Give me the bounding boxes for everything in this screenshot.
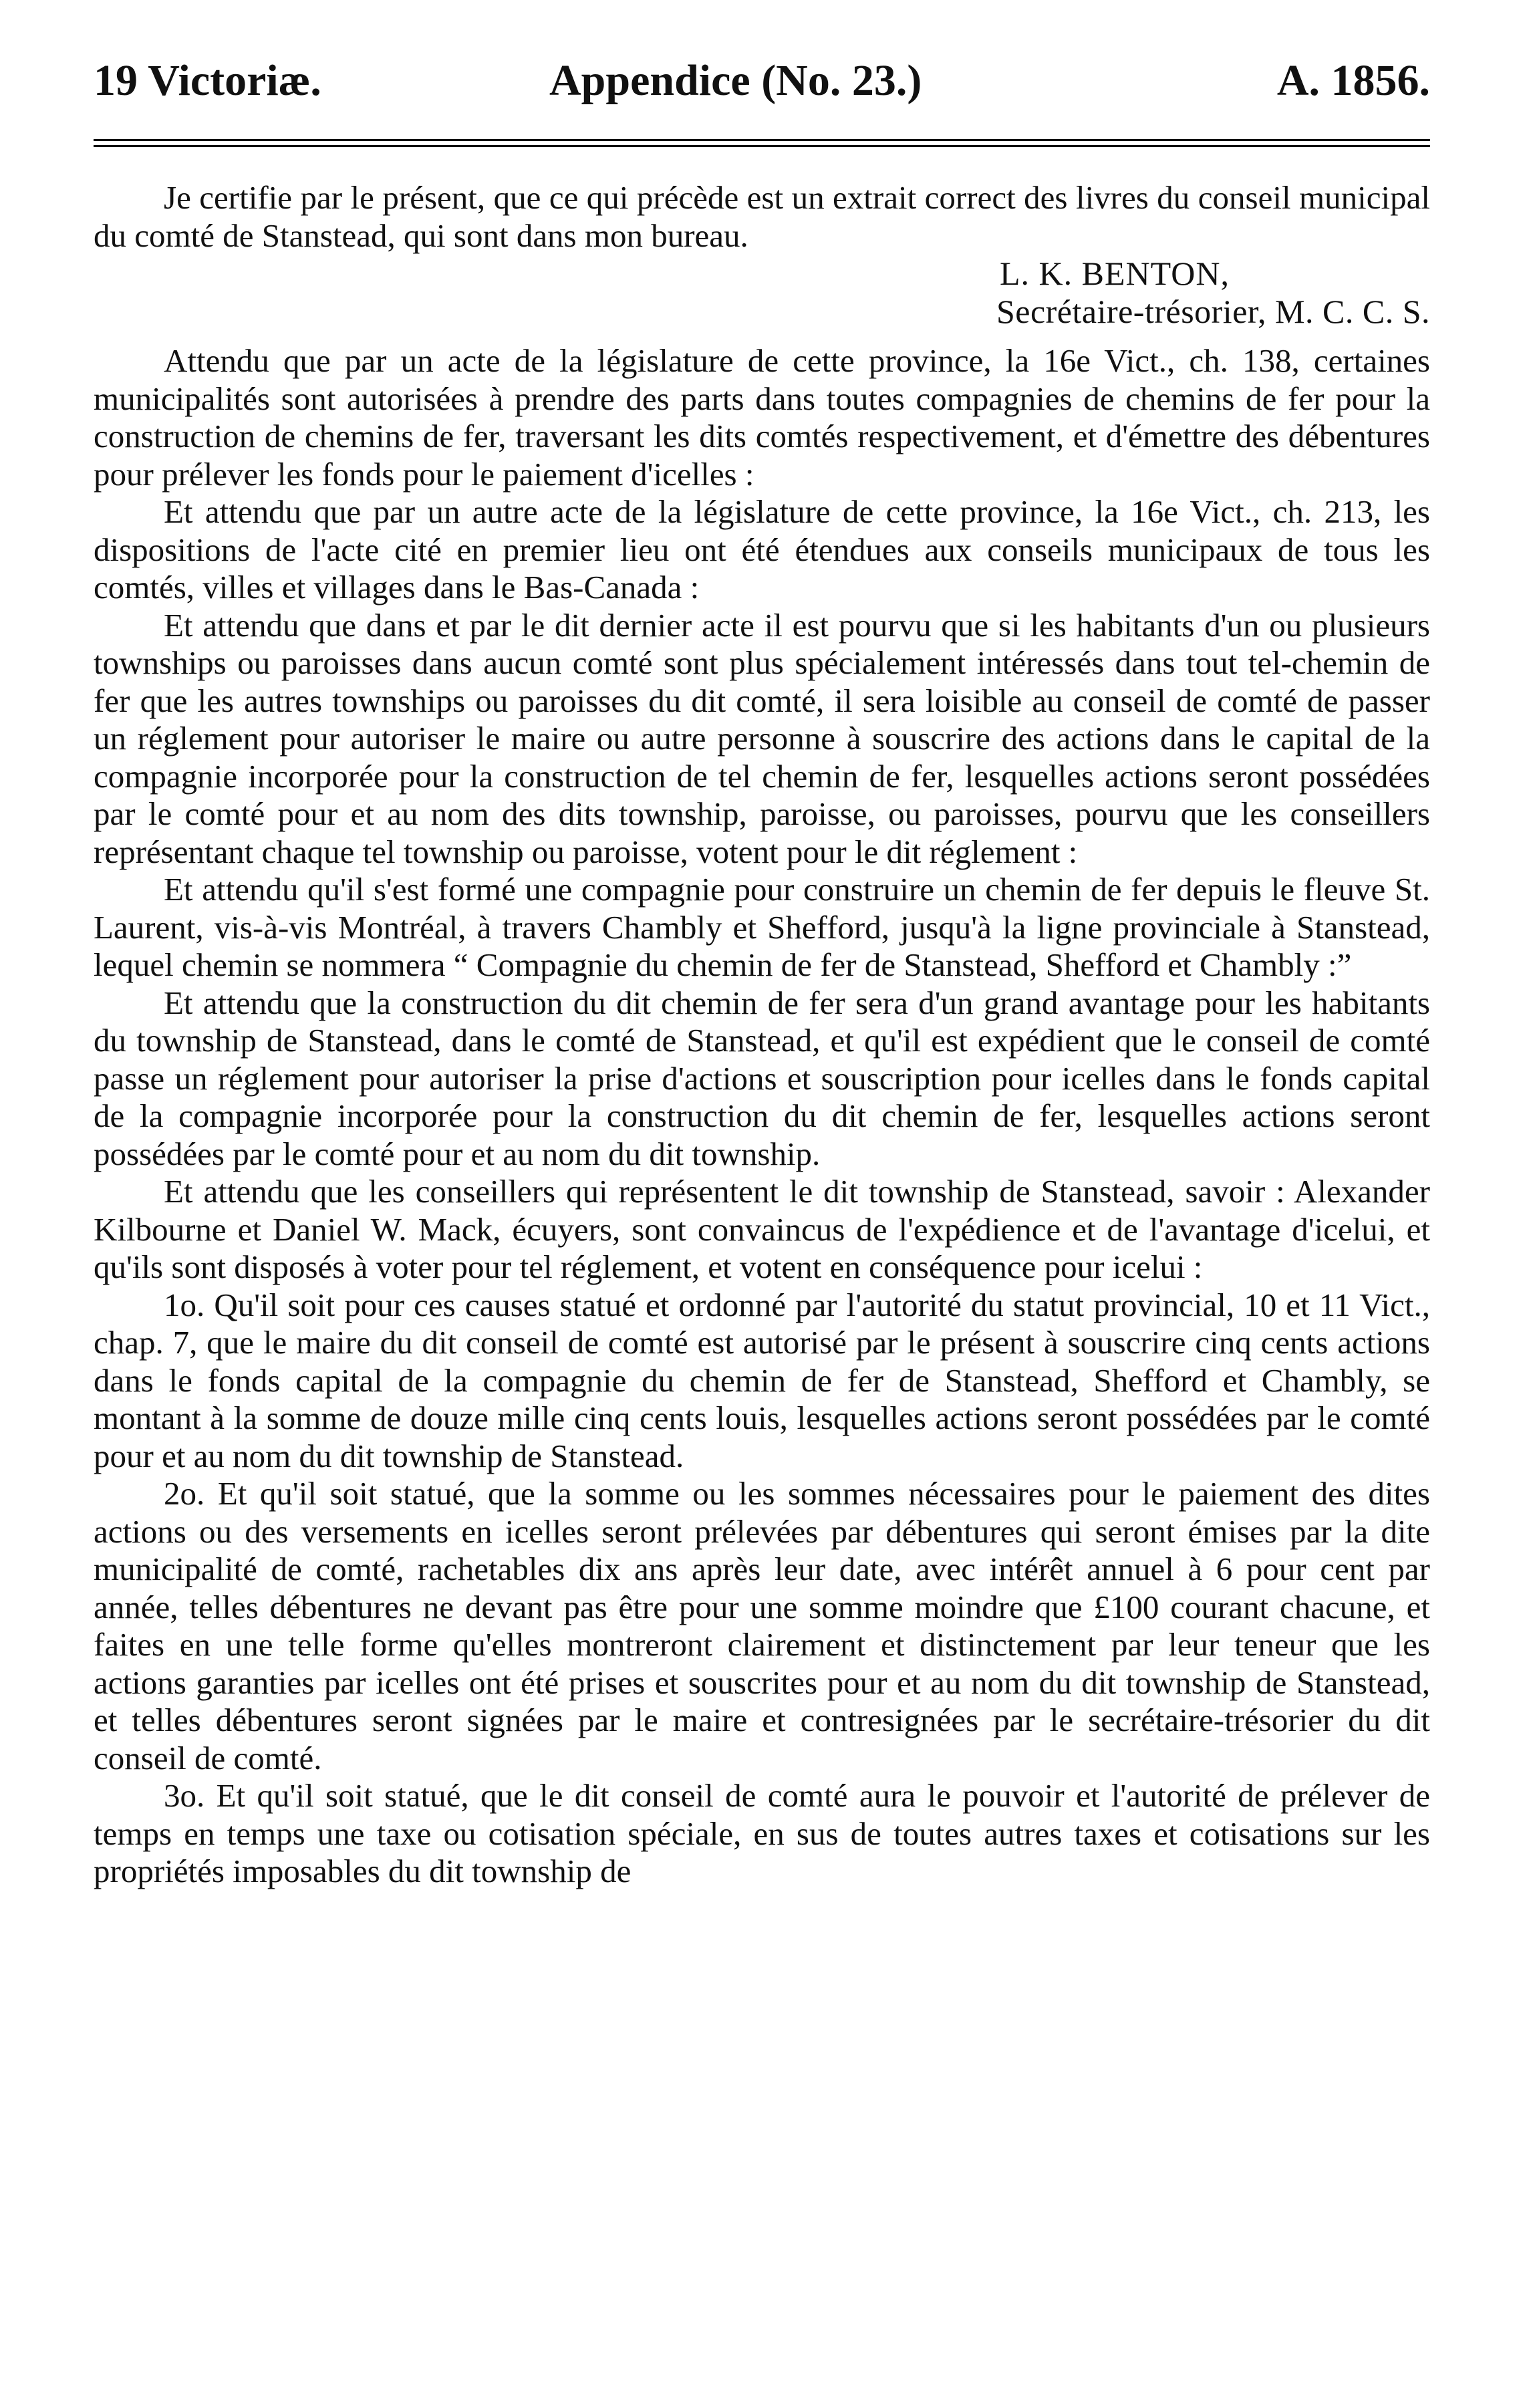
paragraph: Attendu que par un acte de la législature de cette province, la 16e Vict., ch. 138, certaines municipalités sont autorisées à prendre des parts dans toutes compagnies de chemins de fer pour la construction de chemins de fer, traversant les dits comtés respectivement, et d'émettre des débentures pour prélever les fonds pour le paiement d'icelles : (94, 342, 1430, 493)
header-year: A. 1856. (1276, 56, 1430, 105)
header-appendix: Appendice (No. 23.) (549, 56, 922, 105)
paragraph: Et attendu qu'il s'est formé une compagnie pour construire un chemin de fer depuis le fleuve St. Laurent, vis-à-vis Montréal, à travers Chambly et Shefford, jusqu'à la ligne provinciale à Stanstead, lequel chemin se nommera “ Compagnie du chemin de fer de Stanstead, Shefford et Chambly :” (94, 871, 1430, 983)
header-session: 19 Victoriæ. (94, 56, 321, 105)
page-header (94, 40, 1430, 120)
signature-title: Secrétaire-trésorier, M. C. C. S. (996, 292, 1430, 330)
certification-paragraph: Je certifie par le présent, que ce qui précède est un extrait correct des livres du conseil municipal du comté de Stanstead, qui sont dans mon bureau. (94, 179, 1430, 254)
paragraph: 2o. Et qu'il soit statué, que la somme ou les sommes nécessaires pour le paiement des dites actions ou des versements en icelles seront prélevées par débentures qui seront émises par la dite municipalité de comté, rachetables dix ans après leur date, avec intérêt annuel à 6 pour cent par année, telles débentures ne devant pas être pour une somme moindre que £100 courant chacune, et faites en une telle forme qu'elles montreront clairement et distinctement par leur teneur que les actions garanties par icelles ont été prises et souscrites pour et au nom du dit township de Stanstead, et telles débentures seront signées par le maire et contresignées par le secrétaire-trésorier du dit conseil de comté. (94, 1475, 1430, 1776)
paragraph: Et attendu que par un autre acte de la législature de cette province, la 16e Vict., ch. 213, les dispositions de l'acte cité en premier lieu ont été étendues aux conseils municipaux de tous les comtés, villes et villages dans le Bas-Canada : (94, 493, 1430, 606)
paragraph: Et attendu que dans et par le dit dernier acte il est pourvu que si les habitants d'un ou plusieurs townships ou paroisses dans aucun comté sont plus spécialement intéressés dans tout tel-chemin de fer que les autres townships ou paroisses du dit comté, il sera loisible au conseil de comté de passer un réglement pour autoriser le maire ou autre personne à souscrire des actions dans le capital de la compagnie incorporée pour la construction de tel chemin de fer, lesquelles actions seront possédées par le comté pour et au nom des dits township, paroisse, ou paroisses, pourvu que les conseillers représentant chaque tel township ou paroisse, votent pour le dit réglement : (94, 606, 1430, 870)
signature-block (94, 255, 1430, 330)
signature-name: L. K. BENTON, (999, 255, 1230, 292)
paragraph: Et attendu que la construction du dit chemin de fer sera d'un grand avantage pour les habitants du township de Stanstead, dans le comté de Stanstead, et qu'il est expédient que le conseil de comté passe un réglement pour autoriser la prise d'actions et souscription pour icelles dans le fonds capital de la compagnie incorporée pour la construction du dit chemin de fer, lesquelles actions seront possédées par le comté pour et au nom du dit township. (94, 984, 1430, 1172)
header-double-rule (94, 139, 1430, 151)
paragraph: 1o. Qu'il soit pour ces causes statué et ordonné par l'autorité du statut provincial, 10 et 11 Vict., chap. 7, que le maire du dit conseil de comté est autorisé par le présent à souscrire cinq cents actions dans le fonds capital de la compagnie du chemin de fer de Stanstead, Shefford et Chambly, se montant à la somme de douze mille cinq cents louis, lesquelles actions seront possédées par le comté pour et au nom du dit township de Stanstead. (94, 1286, 1430, 1474)
document-page (94, 40, 1430, 1889)
paragraph: 3o. Et qu'il soit statué, que le dit conseil de comté aura le pouvoir et l'autorité de prélever de temps en temps une taxe ou cotisation spéciale, en sus de toutes autres taxes et cotisations sur les propriétés imposables du dit township de (94, 1777, 1430, 1889)
paragraph: Et attendu que les conseillers qui représentent le dit township de Stanstead, savoir : Alexander Kilbourne et Daniel W. Mack, écuyers, sont convaincus de l'expédience et de l'avantage d'icelui, et qu'ils sont disposés à voter pour tel réglement, et votent en conséquence pour icelui : (94, 1173, 1430, 1285)
document-body (94, 179, 1430, 1891)
